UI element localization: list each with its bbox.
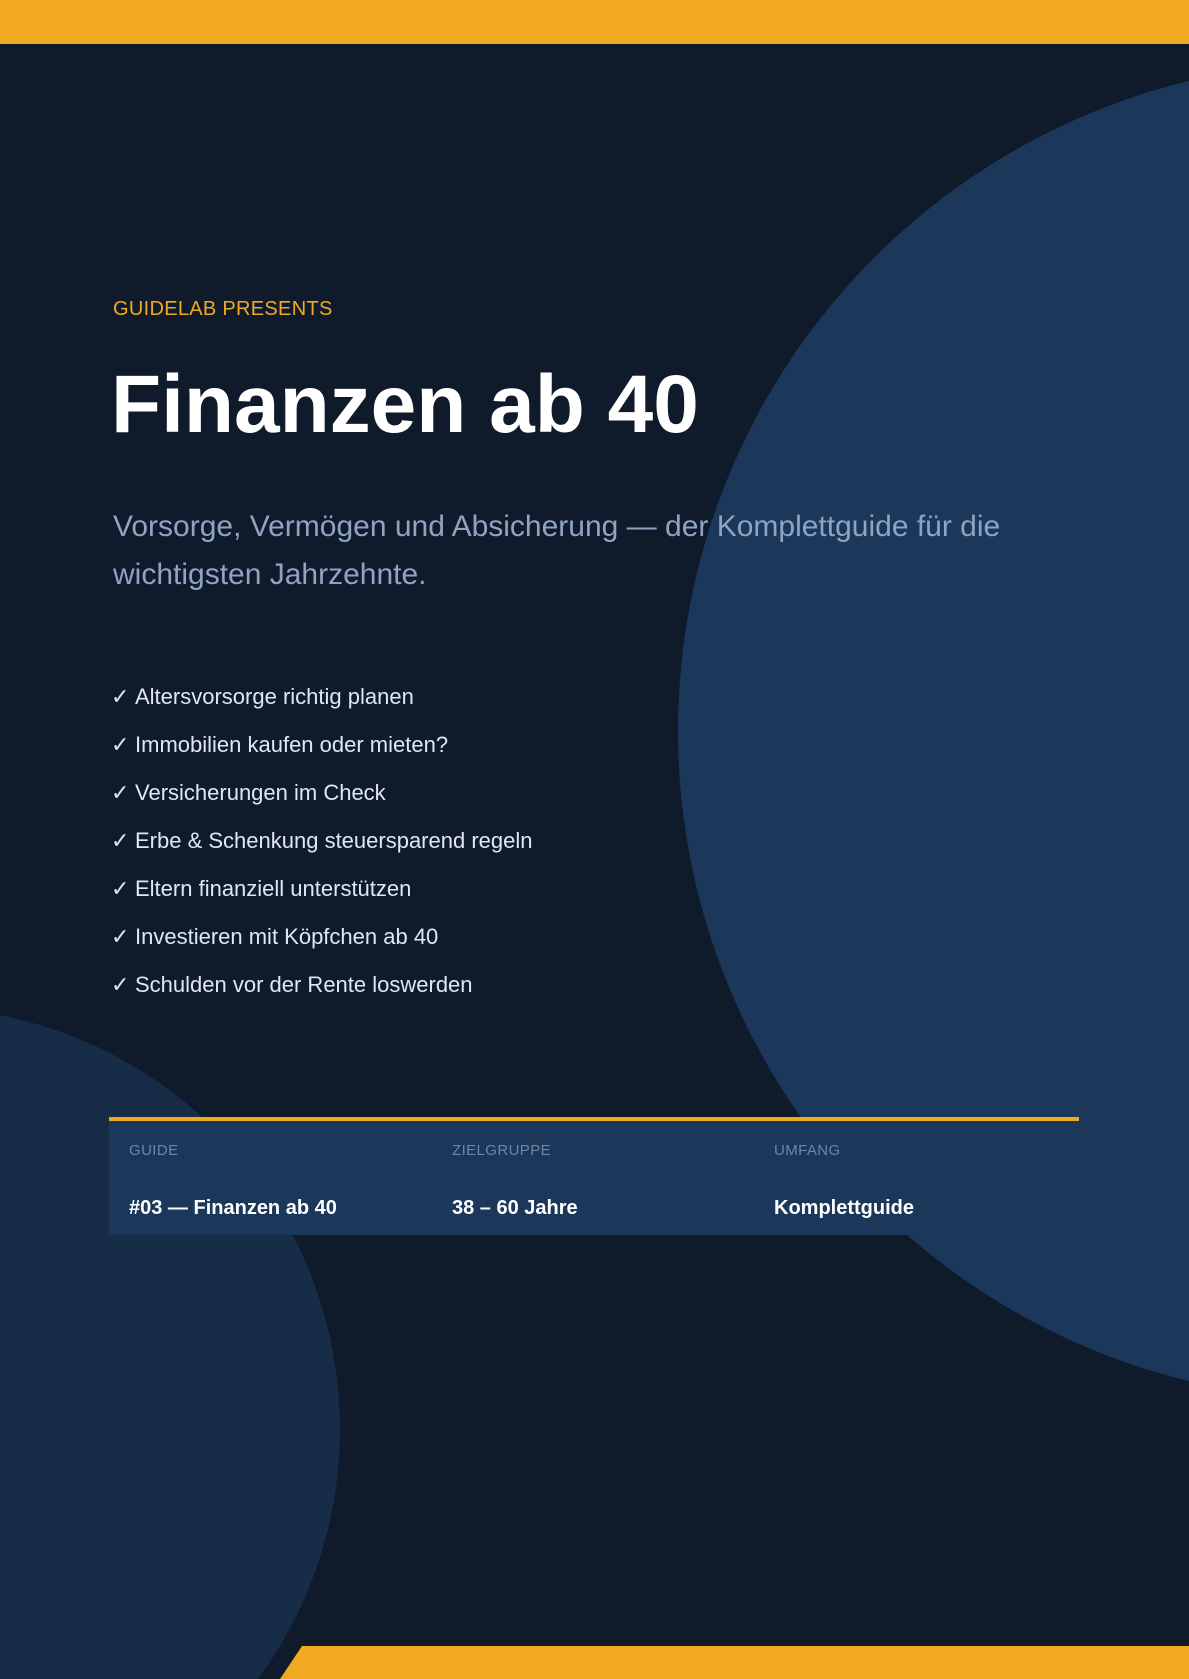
checklist-item-label: Versicherungen im Check <box>135 780 386 805</box>
checklist-item <box>111 922 532 970</box>
checklist-item <box>111 874 532 922</box>
checklist-item-label: Altersvorsorge richtig planen <box>135 684 414 709</box>
checklist-item <box>111 778 532 826</box>
meta-audience-value: 38 – 60 Jahre <box>452 1197 578 1219</box>
publisher-eyebrow: GUIDELAB PRESENTS <box>113 298 333 320</box>
check-icon: ✓ <box>111 924 130 949</box>
check-icon: ✓ <box>111 780 130 805</box>
top-accent-bar <box>0 0 1189 44</box>
meta-scope-label: UMFANG <box>774 1142 841 1159</box>
bottom-accent-bar <box>280 1646 1189 1679</box>
meta-audience-label: ZIELGRUPPE <box>452 1142 552 1159</box>
check-icon: ✓ <box>111 876 130 901</box>
checklist-item-label: Erbe & Schenkung steuersparend regeln <box>135 828 533 853</box>
check-icon: ✓ <box>111 684 130 709</box>
meta-guide-label: GUIDE <box>129 1142 179 1159</box>
checklist-item-label: Schulden vor der Rente loswerden <box>135 972 473 997</box>
decorative-circle-small <box>0 1007 340 1679</box>
check-icon: ✓ <box>111 828 130 853</box>
meta-scope-value: Komplettguide <box>774 1197 914 1219</box>
check-icon: ✓ <box>111 972 130 997</box>
checklist-item-label: Investieren mit Köpfchen ab 40 <box>135 924 439 949</box>
page-title: Finanzen ab 40 <box>111 359 699 450</box>
meta-guide-value: #03 — Finanzen ab 40 <box>129 1197 337 1219</box>
checklist-item-label: Eltern finanziell unterstützen <box>135 876 412 901</box>
page-subtitle: Vorsorge, Vermögen und Absicherung — der Komplettguide für die wichtigsten Jahrzehnte. <box>113 510 1001 591</box>
checklist-item-label: Immobilien kaufen oder mieten? <box>135 732 449 757</box>
checklist-item <box>111 730 532 778</box>
checklist-item <box>111 826 532 874</box>
checklist-item <box>111 682 532 730</box>
checklist-item <box>111 970 532 1018</box>
check-icon: ✓ <box>111 732 130 757</box>
guide-meta-panel <box>109 1117 1079 1235</box>
topic-checklist <box>111 682 532 1018</box>
